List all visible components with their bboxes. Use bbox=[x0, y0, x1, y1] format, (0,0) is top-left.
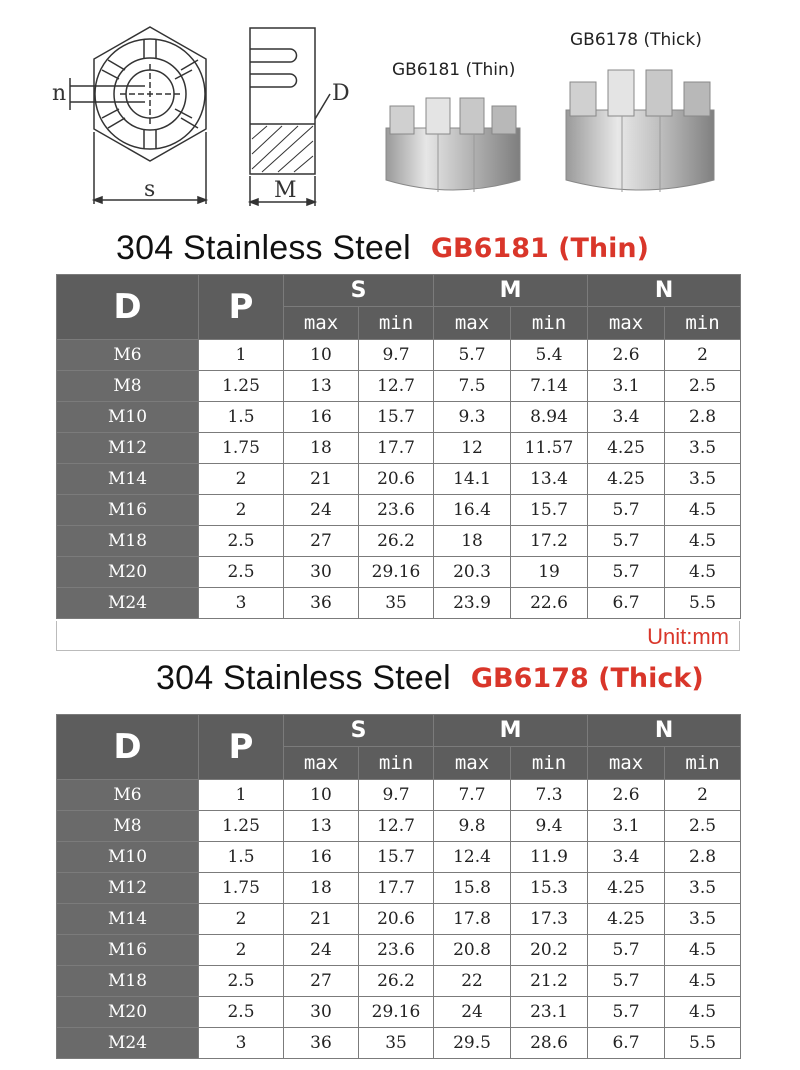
value-cell: 7.7 bbox=[434, 780, 511, 811]
table-row bbox=[57, 1028, 741, 1059]
value-cell: 5.7 bbox=[588, 526, 665, 557]
thin-nut-label: GB6181 (Thin) bbox=[392, 60, 516, 80]
value-cell: 5.7 bbox=[588, 557, 665, 588]
value-cell: 4.5 bbox=[665, 935, 741, 966]
value-cell: 26.2 bbox=[359, 526, 434, 557]
header-m: M bbox=[434, 275, 588, 307]
value-cell: 17.2 bbox=[511, 526, 588, 557]
thick-table-title bbox=[56, 652, 740, 704]
value-cell: 24 bbox=[284, 495, 359, 526]
table-row bbox=[57, 557, 741, 588]
unit-label: Unit:mm bbox=[647, 624, 729, 649]
value-cell: 3.5 bbox=[665, 433, 741, 464]
value-cell: 16.4 bbox=[434, 495, 511, 526]
illustration-area bbox=[0, 0, 800, 215]
castle-nut-technical-drawing bbox=[40, 14, 360, 209]
table-row bbox=[57, 433, 741, 464]
value-cell: 1.5 bbox=[199, 842, 284, 873]
size-cell: M8 bbox=[57, 371, 199, 402]
value-cell: 20.2 bbox=[511, 935, 588, 966]
material-title: 304 Stainless Steel bbox=[116, 228, 411, 267]
value-cell: 2 bbox=[199, 904, 284, 935]
value-cell: 1.25 bbox=[199, 371, 284, 402]
value-cell: 2 bbox=[199, 935, 284, 966]
value-cell: 2.6 bbox=[588, 340, 665, 371]
value-cell: 2.5 bbox=[199, 966, 284, 997]
value-cell: 1.5 bbox=[199, 402, 284, 433]
value-cell: 1.25 bbox=[199, 811, 284, 842]
dimension-n-label: n bbox=[52, 81, 67, 106]
table-row bbox=[57, 464, 741, 495]
table-row bbox=[57, 340, 741, 371]
value-cell: 17.7 bbox=[359, 433, 434, 464]
value-cell: 6.7 bbox=[588, 1028, 665, 1059]
value-cell: 20.6 bbox=[359, 904, 434, 935]
thin-castle-nut-photo bbox=[378, 88, 528, 200]
table-row bbox=[57, 997, 741, 1028]
header-m: M bbox=[434, 715, 588, 747]
table-row bbox=[57, 588, 741, 619]
value-cell: 1.75 bbox=[199, 433, 284, 464]
value-cell: 2.5 bbox=[665, 371, 741, 402]
header-m-min: min bbox=[511, 747, 588, 780]
size-cell: M20 bbox=[57, 997, 199, 1028]
thick-castle-nut-photo bbox=[560, 58, 720, 200]
thick-table-body bbox=[57, 780, 741, 1059]
table-row bbox=[57, 780, 741, 811]
header-m-max: max bbox=[434, 747, 511, 780]
header-p: P bbox=[199, 715, 284, 780]
value-cell: 27 bbox=[284, 526, 359, 557]
value-cell: 4.5 bbox=[665, 557, 741, 588]
value-cell: 5.5 bbox=[665, 588, 741, 619]
value-cell: 2 bbox=[199, 464, 284, 495]
table-row bbox=[57, 371, 741, 402]
value-cell: 2.8 bbox=[665, 842, 741, 873]
value-cell: 4.5 bbox=[665, 495, 741, 526]
table-row bbox=[57, 402, 741, 433]
value-cell: 13 bbox=[284, 811, 359, 842]
value-cell: 5.7 bbox=[588, 495, 665, 526]
header-s-max: max bbox=[284, 747, 359, 780]
header-d: D bbox=[57, 715, 199, 780]
value-cell: 20.8 bbox=[434, 935, 511, 966]
value-cell: 35 bbox=[359, 588, 434, 619]
header-n-max: max bbox=[588, 747, 665, 780]
value-cell: 16 bbox=[284, 402, 359, 433]
value-cell: 26.2 bbox=[359, 966, 434, 997]
value-cell: 7.14 bbox=[511, 371, 588, 402]
value-cell: 4.25 bbox=[588, 873, 665, 904]
value-cell: 3 bbox=[199, 1028, 284, 1059]
standard-title: GB6178 (Thick) bbox=[470, 662, 704, 694]
header-m-min: min bbox=[511, 307, 588, 340]
value-cell: 24 bbox=[434, 997, 511, 1028]
value-cell: 13 bbox=[284, 371, 359, 402]
value-cell: 3.4 bbox=[588, 402, 665, 433]
value-cell: 18 bbox=[434, 526, 511, 557]
thin-table-body bbox=[57, 340, 741, 619]
value-cell: 12.4 bbox=[434, 842, 511, 873]
value-cell: 9.4 bbox=[511, 811, 588, 842]
value-cell: 7.3 bbox=[511, 780, 588, 811]
value-cell: 3.5 bbox=[665, 873, 741, 904]
value-cell: 6.7 bbox=[588, 588, 665, 619]
value-cell: 21 bbox=[284, 904, 359, 935]
value-cell: 5.5 bbox=[665, 1028, 741, 1059]
value-cell: 21 bbox=[284, 464, 359, 495]
value-cell: 18 bbox=[284, 873, 359, 904]
size-cell: M20 bbox=[57, 557, 199, 588]
value-cell: 5.7 bbox=[588, 935, 665, 966]
value-cell: 12 bbox=[434, 433, 511, 464]
value-cell: 15.7 bbox=[359, 402, 434, 433]
value-cell: 19 bbox=[511, 557, 588, 588]
value-cell: 1 bbox=[199, 780, 284, 811]
value-cell: 17.7 bbox=[359, 873, 434, 904]
size-cell: M6 bbox=[57, 340, 199, 371]
value-cell: 15.8 bbox=[434, 873, 511, 904]
value-cell: 3 bbox=[199, 588, 284, 619]
value-cell: 18 bbox=[284, 433, 359, 464]
value-cell: 22.6 bbox=[511, 588, 588, 619]
value-cell: 2.8 bbox=[665, 402, 741, 433]
value-cell: 10 bbox=[284, 340, 359, 371]
value-cell: 21.2 bbox=[511, 966, 588, 997]
size-cell: M6 bbox=[57, 780, 199, 811]
value-cell: 3.1 bbox=[588, 811, 665, 842]
value-cell: 23.9 bbox=[434, 588, 511, 619]
header-s-min: min bbox=[359, 747, 434, 780]
value-cell: 5.7 bbox=[588, 997, 665, 1028]
value-cell: 9.8 bbox=[434, 811, 511, 842]
table-row bbox=[57, 935, 741, 966]
value-cell: 3.5 bbox=[665, 464, 741, 495]
value-cell: 30 bbox=[284, 997, 359, 1028]
thick-nut-label: GB6178 (Thick) bbox=[570, 30, 702, 50]
value-cell: 4.25 bbox=[588, 464, 665, 495]
value-cell: 3.5 bbox=[665, 904, 741, 935]
value-cell: 36 bbox=[284, 1028, 359, 1059]
table-row bbox=[57, 811, 741, 842]
header-s-min: min bbox=[359, 307, 434, 340]
value-cell: 1 bbox=[199, 340, 284, 371]
value-cell: 2.5 bbox=[665, 811, 741, 842]
value-cell: 4.25 bbox=[588, 904, 665, 935]
table-row bbox=[57, 873, 741, 904]
size-cell: M10 bbox=[57, 402, 199, 433]
header-n-min: min bbox=[665, 747, 741, 780]
value-cell: 17.3 bbox=[511, 904, 588, 935]
dimension-s-label: s bbox=[144, 177, 156, 202]
dimension-d-label: D bbox=[332, 81, 350, 106]
thin-table-title bbox=[56, 222, 740, 274]
value-cell: 16 bbox=[284, 842, 359, 873]
table-row bbox=[57, 966, 741, 997]
value-cell: 5.7 bbox=[434, 340, 511, 371]
value-cell: 9.7 bbox=[359, 340, 434, 371]
size-cell: M10 bbox=[57, 842, 199, 873]
size-cell: M18 bbox=[57, 966, 199, 997]
value-cell: 1.75 bbox=[199, 873, 284, 904]
header-s: S bbox=[284, 275, 434, 307]
header-n: N bbox=[588, 715, 741, 747]
value-cell: 9.3 bbox=[434, 402, 511, 433]
size-cell: M12 bbox=[57, 873, 199, 904]
size-cell: M14 bbox=[57, 464, 199, 495]
value-cell: 2.6 bbox=[588, 780, 665, 811]
size-cell: M8 bbox=[57, 811, 199, 842]
header-s-max: max bbox=[284, 307, 359, 340]
value-cell: 4.25 bbox=[588, 433, 665, 464]
value-cell: 12.7 bbox=[359, 811, 434, 842]
table-row bbox=[57, 495, 741, 526]
size-cell: M18 bbox=[57, 526, 199, 557]
value-cell: 28.6 bbox=[511, 1028, 588, 1059]
value-cell: 20.6 bbox=[359, 464, 434, 495]
value-cell: 30 bbox=[284, 557, 359, 588]
value-cell: 22 bbox=[434, 966, 511, 997]
header-m-max: max bbox=[434, 307, 511, 340]
value-cell: 11.9 bbox=[511, 842, 588, 873]
value-cell: 4.5 bbox=[665, 526, 741, 557]
unit-row bbox=[56, 621, 740, 651]
value-cell: 3.4 bbox=[588, 842, 665, 873]
size-cell: M12 bbox=[57, 433, 199, 464]
value-cell: 2.5 bbox=[199, 526, 284, 557]
value-cell: 5.4 bbox=[511, 340, 588, 371]
value-cell: 29.16 bbox=[359, 557, 434, 588]
table-row bbox=[57, 842, 741, 873]
value-cell: 13.4 bbox=[511, 464, 588, 495]
size-cell: M14 bbox=[57, 904, 199, 935]
header-n-min: min bbox=[665, 307, 741, 340]
value-cell: 12.7 bbox=[359, 371, 434, 402]
size-cell: M16 bbox=[57, 935, 199, 966]
value-cell: 2 bbox=[199, 495, 284, 526]
value-cell: 7.5 bbox=[434, 371, 511, 402]
header-d: D bbox=[57, 275, 199, 340]
dimension-m-label: M bbox=[274, 178, 297, 203]
value-cell: 11.57 bbox=[511, 433, 588, 464]
table-row bbox=[57, 526, 741, 557]
value-cell: 29.5 bbox=[434, 1028, 511, 1059]
value-cell: 4.5 bbox=[665, 966, 741, 997]
value-cell: 20.3 bbox=[434, 557, 511, 588]
value-cell: 5.7 bbox=[588, 966, 665, 997]
value-cell: 17.8 bbox=[434, 904, 511, 935]
value-cell: 35 bbox=[359, 1028, 434, 1059]
value-cell: 23.6 bbox=[359, 935, 434, 966]
value-cell: 23.6 bbox=[359, 495, 434, 526]
value-cell: 27 bbox=[284, 966, 359, 997]
table-row bbox=[57, 904, 741, 935]
standard-title: GB6181 (Thin) bbox=[430, 232, 649, 264]
value-cell: 9.7 bbox=[359, 780, 434, 811]
header-n-max: max bbox=[588, 307, 665, 340]
value-cell: 2.5 bbox=[199, 997, 284, 1028]
value-cell: 2 bbox=[665, 780, 741, 811]
value-cell: 29.16 bbox=[359, 997, 434, 1028]
size-cell: M24 bbox=[57, 588, 199, 619]
value-cell: 15.7 bbox=[511, 495, 588, 526]
header-p: P bbox=[199, 275, 284, 340]
material-title: 304 Stainless Steel bbox=[156, 658, 451, 697]
size-cell: M24 bbox=[57, 1028, 199, 1059]
size-cell: M16 bbox=[57, 495, 199, 526]
header-s: S bbox=[284, 715, 434, 747]
value-cell: 15.7 bbox=[359, 842, 434, 873]
thick-spec-table bbox=[56, 714, 741, 1059]
value-cell: 24 bbox=[284, 935, 359, 966]
value-cell: 3.1 bbox=[588, 371, 665, 402]
value-cell: 36 bbox=[284, 588, 359, 619]
value-cell: 2 bbox=[665, 340, 741, 371]
value-cell: 15.3 bbox=[511, 873, 588, 904]
value-cell: 23.1 bbox=[511, 997, 588, 1028]
thin-spec-table bbox=[56, 274, 741, 619]
value-cell: 4.5 bbox=[665, 997, 741, 1028]
value-cell: 14.1 bbox=[434, 464, 511, 495]
value-cell: 10 bbox=[284, 780, 359, 811]
value-cell: 8.94 bbox=[511, 402, 588, 433]
value-cell: 2.5 bbox=[199, 557, 284, 588]
header-n: N bbox=[588, 275, 741, 307]
